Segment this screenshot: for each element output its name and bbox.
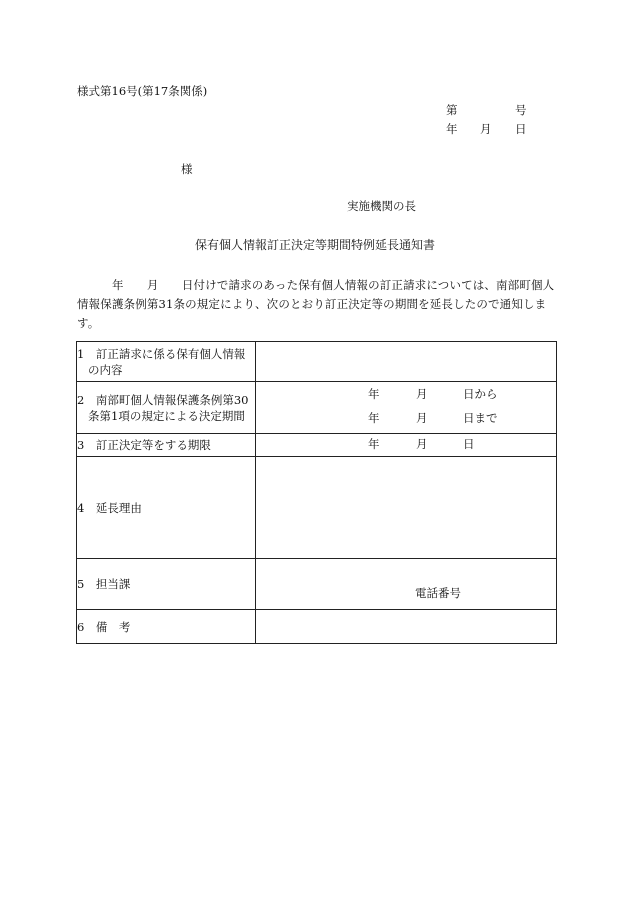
row-label: 5 担当課 bbox=[77, 577, 131, 591]
table-row-reason bbox=[77, 457, 557, 559]
row-label: 3 訂正決定等をする期限 bbox=[77, 438, 211, 452]
from-month: 月 bbox=[416, 387, 428, 401]
issue-date-month: 月 bbox=[480, 122, 492, 136]
table-row-department bbox=[77, 559, 557, 610]
row-label: 6 備 考 bbox=[77, 619, 131, 634]
table-row-deadline bbox=[77, 434, 557, 457]
row-label: 4 延長理由 bbox=[77, 500, 142, 515]
form-table bbox=[76, 341, 557, 644]
reason-field[interactable] bbox=[256, 457, 557, 559]
period-field[interactable] bbox=[256, 382, 557, 434]
deadline-field[interactable] bbox=[256, 434, 557, 457]
department-field[interactable] bbox=[256, 559, 557, 610]
issue-date-year: 年 bbox=[446, 122, 458, 136]
row-label: 1 訂正請求に係る保有個人情報の内容 bbox=[77, 346, 246, 377]
document-title: 保有個人情報訂正決定等期間特例延長通知書 bbox=[194, 238, 435, 252]
form-number: 様式第16号(第17条関係) bbox=[77, 84, 208, 98]
issue-date-day: 日 bbox=[515, 122, 527, 136]
table-row-period bbox=[77, 382, 557, 434]
to-year: 年 bbox=[368, 411, 380, 425]
remarks-field[interactable] bbox=[256, 610, 557, 644]
table-row-content bbox=[77, 342, 557, 382]
content-field[interactable] bbox=[256, 342, 557, 382]
to-day: 日まで bbox=[463, 411, 498, 425]
from-day: 日から bbox=[463, 387, 498, 401]
notice-body: 年 月 日付けで請求のあった保有個人情報の訂正請求については、南部町個人情報保護条例第31条の規定により、次のとおり訂正決定等の期間を延長したので通知します。 bbox=[77, 278, 555, 330]
deadline-month: 月 bbox=[416, 437, 428, 451]
addressee-honorific: 様 bbox=[181, 162, 193, 176]
deadline-day: 日 bbox=[463, 437, 475, 451]
from-year: 年 bbox=[368, 387, 380, 401]
to-month: 月 bbox=[416, 411, 428, 425]
deadline-year: 年 bbox=[368, 437, 380, 451]
reference-number-go: 号 bbox=[515, 103, 527, 117]
phone-number-label: 電話番号 bbox=[415, 586, 461, 600]
reference-number-dai: 第 bbox=[446, 103, 458, 117]
table-row-remarks bbox=[77, 610, 557, 644]
issuer-title: 実施機関の長 bbox=[347, 199, 416, 213]
row-label: 2 南部町個人情報保護条例第30条第1項の規定による決定期間 bbox=[77, 392, 249, 423]
